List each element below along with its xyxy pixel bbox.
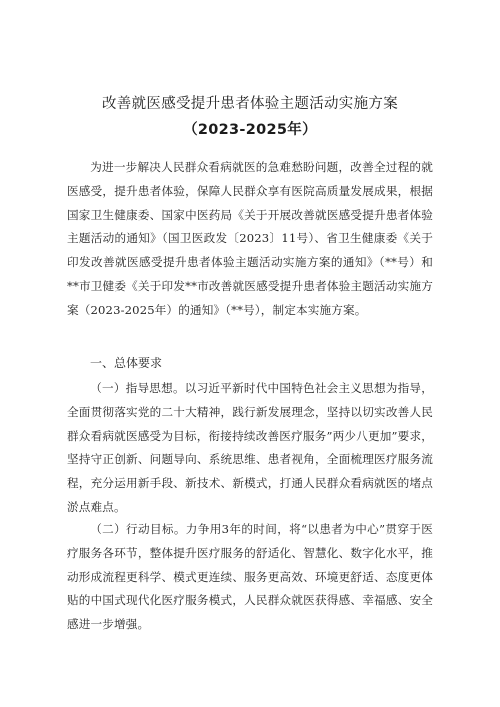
document-title: 改善就医感受提升患者体验主题活动实施方案 <box>102 96 398 112</box>
document-subtitle: （2023-2025年） <box>183 122 317 138</box>
guiding-ideology-paragraph: （一）指导思想。以习近平新时代中国特色社会主义思想为指导，全面贯彻落实党的二十大精神，践行新发展理念，坚持以切实改善人民群众看病就医感受为目标，衔接持续改善医疗服务”两少八更加”要求，坚持守正创新、问题导向、系统思维、患者视角，全面梳理医疗服务流程，充分运用新手段、新技术、新模式，打通人民群众看病就医的堵点淤点难点。 <box>67 381 433 514</box>
section-heading: 一、总体要求 <box>90 356 163 370</box>
intro-paragraph: 为进一步解决人民群众看病就医的急难愁盼问题，改善全过程的就医感受，提升患者体验，保障人民群众享有医院高质量发展成果，根据国家卫生健康委、国家中医药局《关于开展改善就医感受提升患者体验主题活动的通知》（国卫医政发〔2023〕11号）、省卫生健康委《关于印发改善就医感受提升患者体验主题活动实施方案的通知》（**号）和**市卫健委《关于印发**市改善就医感受提升患者体验主题活动实施方案（2023-2025年）的通知》（**号），制定本实施方案。 <box>67 160 433 317</box>
action-goal-paragraph: （二）行动目标。力争用3年的时间，将“以患者为中心”贯穿于医疗服务各环节，整体提升医疗服务的舒适化、智慧化、数字化水平，推动形成流程更科学、模式更连续、服务更高效、环境更舒适、态度更体贴的中国式现代化医疗服务模式，人民群众就医获得感、幸福感、安全感进一步增强。 <box>67 522 433 632</box>
